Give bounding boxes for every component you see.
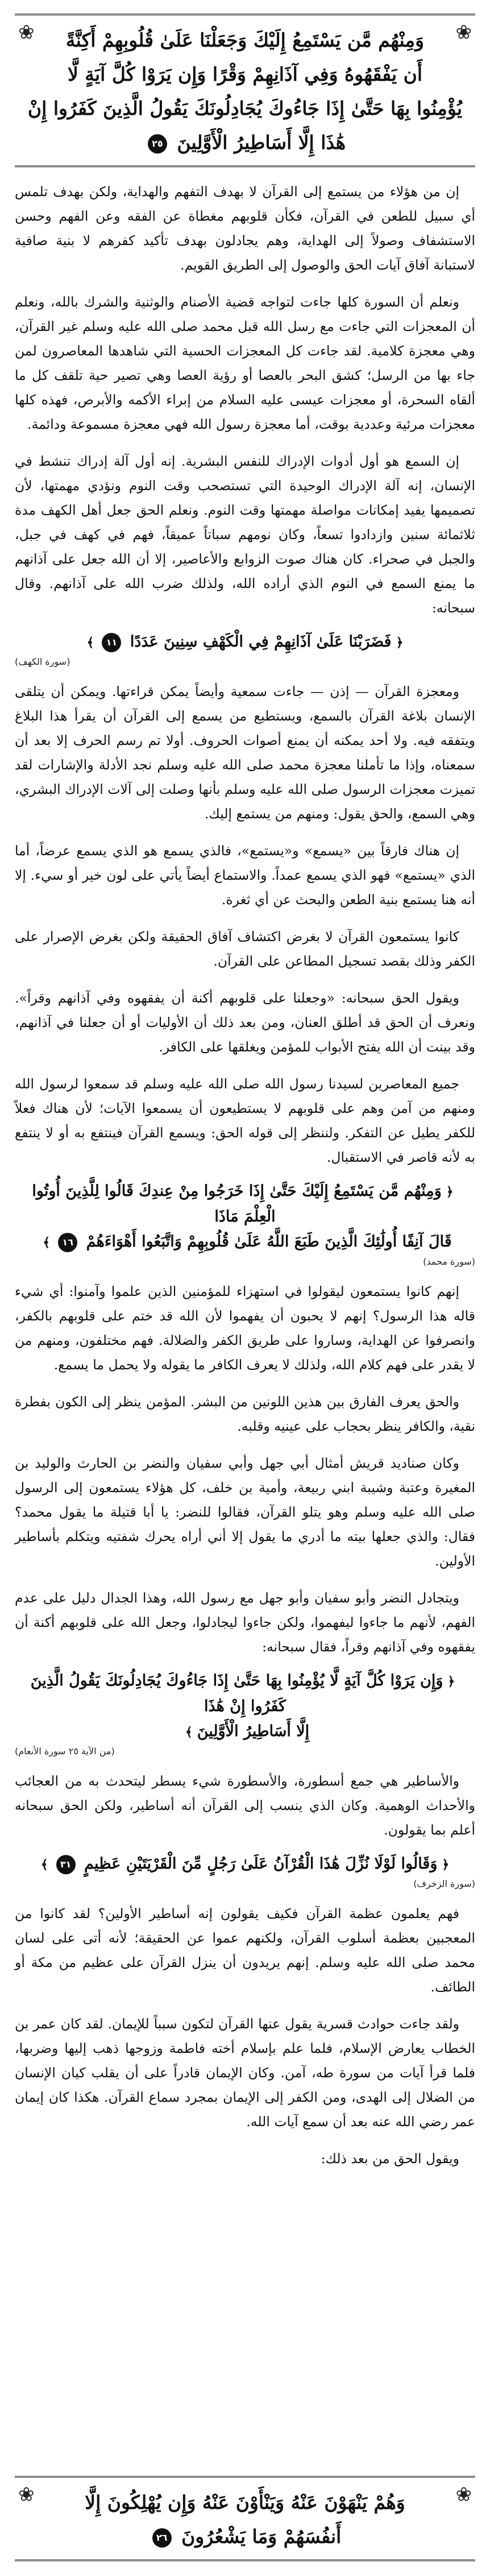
quote-source: (من الآية ٢٥ سورة الأنعام) [15,1746,115,1757]
quote-text: إِلَّا أَسَاطِيرُ الْأَوَّلِينَ [197,1722,310,1740]
book-page [15,14,475,2561]
paragraph: إن هناك فارقاً بين «يسمع» و«يستمع»، فالذي يسمع هو الذي يسمع عرضاً، أما الذي «يستمع» فهو الذي يسمع عمداً. والاستماع أيضاً يأتي على لون خير أو سيء. إلا أنه هنا يستمع بنية الطعن والبحث عن أي ثغرة. [15,843,475,908]
quran-quote: ﴿فَضَرَبْنَا عَلَىٰ آذَانِهِمْ فِي الْكَهْفِ سِنِينَ عَدَدًا ١١﴾ [15,629,475,655]
ayah-number-badge: ٢٦ [152,2528,172,2548]
ornament-flower-icon: ❀ [455,21,472,44]
header-verse-frame [15,14,475,167]
paragraph: وكان صناديد قريش أمثال أبي جهل وأبي سفيان والنضر بن الحارث والوليد بن المغيرة وعتبة وشيبة ابني ربيعة، وأمية بن خلف، كل هؤلاء يستمعون إلى الرسول صلى الله عليه وسلم وهو يتلو القرآن، فقالوا للنضر: يا أبا قتيلة ما يقول محمد؟ فقال: والذي جعلها بيته ما أدري ما يقول إلا أني أراه يحرك شفتيه ويتكلم بأساطير الأولين. [15,1455,475,1569]
paragraph: إن السمع هو أول أدوات الإدراك للنفس البشرية. إنه أول آلة إدراك تنشط في الإنسان، إنه آلة الإدراك الوحيدة التي تستصحب وقت النوم ونؤدي مهمتها، لأن تصميمها يفيد إمكانات مواصلة مهمتها وقت النوم. ونعلم الحق جعل أهل الكهف مدة ثلاثمائة سنين وازدادوا تسعاً، وكان نومهم سباتاً عميقاً، فهم في كهف في جبل، والجبل في صحراء. كان هناك صوت الزوابع والأعاصير، إلا أن الله جعل على آذانهم ما يمنع السمع في النوم الذي أراده الله، ولذلك ضرب الله على آذانهم. وقال سبحانه: [15,453,475,616]
paragraph: ويقول الحق سبحانه: «وجعلنا على قلوبهم أكنة أن يفقهوه وفي آذانهم وقراً». ونعرف أن الحق قد أطلق العنان، ومن بعد ذلك أن الأوليات أو أن جعلنا في آذانهم، وقد بينت أن الله يفتح الأبواب للمؤمن ويغلقها على الكافر. [15,990,475,1055]
ornament-flower-icon: ❀ [18,2483,35,2506]
ayah-number-badge: ٢٥ [148,134,167,154]
header-verse-text: هَٰذَا إِلَّا أَسَاطِيرُ الْأَوَّلِينَ [177,131,346,154]
footer-verse-line [24,2520,466,2554]
paragraph: ويقول الحق من بعد ذلك: [321,2151,459,2167]
paragraph: كانوا يستمعون القرآن لا بغرض اكتشاف آفاق الحقيقة ولكن بغرض الإصرار على الكفر وذلك بقصد تسجيل المطاعن على القرآن. [15,929,475,969]
paragraph: جميع المعاصرين لسيدنا رسول الله صلى الله عليه وسلم قد سمعوا لرسول الله ومنهم من آمن وهم على قلوبهم لا يستطيعون أن يسمعوا الآيات؛ لأن هناك فعلاً للكفر يطيل عن التفكر. ولننظر إلى قوله الحق: ويسمع القرآن فينتفع به أو لا ينتفع به لأنه قاصر في الاستقبال. [15,1076,475,1165]
paragraph: ومعجزة القرآن — إذن — جاءت سمعية وأيضاً يمكن قراءتها. ويمكن أن يتلقى الإنسان بلاغة القرآن بالسمع، ويستطيع من يسمع إلى القرآن أن يقرأ هذا البلاغ ويتفقه فيه. ولا أحد يمكنه أن يمنع أصوات الحروف. أولا تم رسم الحرف إلا بعد أن سمعناه، وإذا ما تأملنا معجزة محمد صلى الله عليه وسلم نجد الأدلة والإشارات لقد تميزت معجزات الرسول صلى الله عليه وسلم بأنها وصلت إلى آلات الإدراك البشري، وهي السمع، والحق يقول: ومنهم من يستمع إليك. [15,684,475,822]
quote-source: (سورة الكهف) [15,656,70,667]
quote-text: وَإِن يَرَوْا كُلَّ آيَةٍ لَّا يُؤْمِنُوا بِهَا حَتَّىٰ إِذَا جَاءُوكَ يُجَادِلُونَكَ يَقُولُ الَّذِينَ كَفَرُوا إِنْ هَٰذَا [30,1672,443,1715]
ayah-number-badge: ١١ [102,633,121,652]
ayah-number-badge: ٣١ [56,1855,76,1874]
header-verse-line: أَن يَفْقَهُوهُ وَفِي آذَانِهِمْ وَقْرًا وَإِن يَرَوْا كُلَّ آيَةٍ لَّا [67,63,423,85]
quote-text: وَقَالُوا لَوْلَا نُزِّلَ هَٰذَا الْقُرْآنُ عَلَىٰ رَجُلٍ مِّنَ الْقَرْيَتَيْنِ عَظِيمٍ [84,1855,438,1873]
quote-text: فَضَرَبْنَا عَلَىٰ آذَانِهِمْ فِي الْكَهْفِ سِنِينَ عَدَدًا [130,633,392,651]
quran-quote: ﴿وَمِنْهُم مَّن يَسْتَمِعُ إِلَيْكَ حَتَّىٰ إِذَا خَرَجُوا مِنْ عِندِكَ قَالُوا لِلَّذِينَ أُوتُوا الْعِلْمَ مَاذَا قَالَ آنِفًا أُولَٰئِكَ الَّذِينَ طَبَعَ اللَّهُ عَلَىٰ قُلُوبِهِمْ وَاتَّبَعُوا أَهْوَاءَهُمْ ١٦﴾ [15,1179,475,1255]
footer-verse-frame [15,2476,475,2561]
paragraph: والحق يعرف الفارق بين هذين اللونين من البشر. المؤمن ينظر إلى الكون بفطرة نقية، والكافر ينظر بحجاب على عينيه وقلبه. [15,1394,475,1434]
footer-verse-line: وَهُمْ يَنْهَوْنَ عَنْهُ وَيَنْأَوْنَ عَنْهُ وَإِن يُهْلِكُونَ إِلَّا [85,2491,405,2513]
quran-quote: ﴿وَقَالُوا لَوْلَا نُزِّلَ هَٰذَا الْقُرْآنُ عَلَىٰ رَجُلٍ مِّنَ الْقَرْيَتَيْنِ عَظِيمٍ ٣١﴾ [15,1852,475,1877]
header-verse-line: يُؤْمِنُوا بِهَا حَتَّىٰ إِذَا جَاءُوكَ يُجَادِلُونَكَ يَقُولُ الَّذِينَ كَفَرُوا إِنْ [27,97,463,119]
quote-source: (سورة الزخرف) [413,1878,475,1889]
paragraph: ولقد جاءت حوادث قسرية يقول عنها القرآن لتكون سبباً للإيمان. لقد كان عمر بن الخطاب يعارض الإسلام، فلما علم بإسلام أخته فاطمة وزوجها ذهب إليها وضربها، فلما قرأ آيات من سورة طه، آمن. وكان الإيمان قادراً على أن يقلب كيان الإنسان من الضلال إلى الهدى، ومن الكفر إلى الإيمان بمجرد سماع القرآن. هكذا كان إيمان عمر رضي الله عنه بعد أن سمع آيات الله. [15,2016,475,2130]
paragraph: ويتجادل النضر وأبو سفيان وأبو جهل مع رسول الله، وهذا الجدال دليل على عدم الفهم، لأنهم ما جاءوا ليفهموا، ولكن جاءوا ليجادلوا، وجعل الله على قلوبهم أكنة أن يفقهوه وفي آذانهم وقراً، فقال سبحانه: [15,1590,475,1655]
paragraph: ونعلم أن السورة كلها جاءت لتواجه قضية الأصنام والوثنية والشرك بالله، ونعلم أن المعجزات التي جاءت مع رسل الله قبل محمد صلى الله عليه وسلم غير القرآن، وهي معجزة كلامية. لقد جاءت كل المعجزات الحسية التي شاهدها المعاصرون لمن جاء بها من الرسل؛ كشق البحر بالعصا أو رؤية العصا وهي تصير حية تلقف كل ما ألقاه السحرة، أو معجزات عيسى عليه السلام من إبراء الأكمه والأبرص، فهذه كلها معجزات مرئية وعددية بوقت، أما معجزة رسول الله فهي معجزة مسموعة ودائمة. [15,294,475,432]
paragraph: إن من هؤلاء من يستمع إلى القرآن لا بهدف التفهم والهداية، ولكن بهدف تلمس أي سبيل للطعن في القرآن، فكأن قلوبهم مغطاة عن الفقه وعن الفهم وحسن الاستشفاف وصولاً إلى الهداية، وهم يجادلون بهدف تأكيد كفرهم لا بنية صافية لاستبانة آفاق آيات الحق والوصول إلى الطريق القويم. [15,184,475,273]
ornament-flower-icon: ❀ [18,21,35,44]
paragraph: إنهم كانوا يستمعون ليقولوا في استهزاء للمؤمنين الذين علموا وآمنوا: أي شيء قاله هذا الرسول؟ إنهم لا يحبون أن يفهموا لأن الله قد ختم على قلوبهم بالكفر، وانصرفوا عن الهداية، وساروا على طريق الكفر والضلالة. فهم مختلفون، ومنهم من لا يقدر على فهم كلام الله، ولذلك لا يعرف الكافر ما يقوله ولا يحمل ما يسمع. [15,1283,475,1373]
quran-quote: ﴿وَإِن يَرَوْا كُلَّ آيَةٍ لَّا يُؤْمِنُوا بِهَا حَتَّىٰ إِذَا جَاءُوكَ يُجَادِلُونَكَ يَقُولُ الَّذِينَ كَفَرُوا إِنْ هَٰذَا إِلَّا أَسَاطِيرُ الْأَوَّلِينَ﴾ [30,1672,455,1740]
ornament-flower-icon: ❀ [455,2483,472,2506]
header-verse-line [24,126,466,160]
quote-source: (سورة محمد) [423,1256,475,1267]
quote-text: قَالَ آنِفًا أُولَٰئِكَ الَّذِينَ طَبَعَ اللَّهُ عَلَىٰ قُلُوبِهِمْ وَاتَّبَعُوا أَهْوَاءَهُمْ [86,1233,452,1250]
paragraph: والأساطير هي جمع أسطورة، والأسطورة شيء يسطر ليتحدث به من العجائب والأحداث الوهمية. وكان الذي ينسب إلى القرآن أنه أساطير، ولكن الحق سبحانه أعلم بما يقولون. [15,1773,475,1838]
quote-text: وَمِنْهُم مَّن يَسْتَمِعُ إِلَيْكَ حَتَّىٰ إِذَا خَرَجُوا مِنْ عِندِكَ قَالُوا لِلَّذِينَ أُوتُوا الْعِلْمَ مَاذَا [32,1182,442,1225]
header-verse-line: وَمِنْهُم مَّن يَسْتَمِعُ إِلَيْكَ وَجَعَلْنَا عَلَىٰ قُلُوبِهِمْ أَكِنَّةً [65,29,425,51]
footer-verse-text: أَنفُسَهُمْ وَمَا يَشْعُرُونَ [181,2525,342,2548]
ayah-number-badge: ١٦ [58,1233,77,1252]
paragraph: فهم يعلمون عظمة القرآن فكيف يقولون إنه أساطير الأولين؟ لقد كانوا من المعجبين بعظمة أسلوب القرآن، ولكنهم عموا عن الحقيقة؛ لأنه أتى على لسان محمد صلى الله عليه وسلم. إنهم يريدون أن ينزل القرآن على عظيم من مكة أو الطائف. [15,1906,475,1995]
